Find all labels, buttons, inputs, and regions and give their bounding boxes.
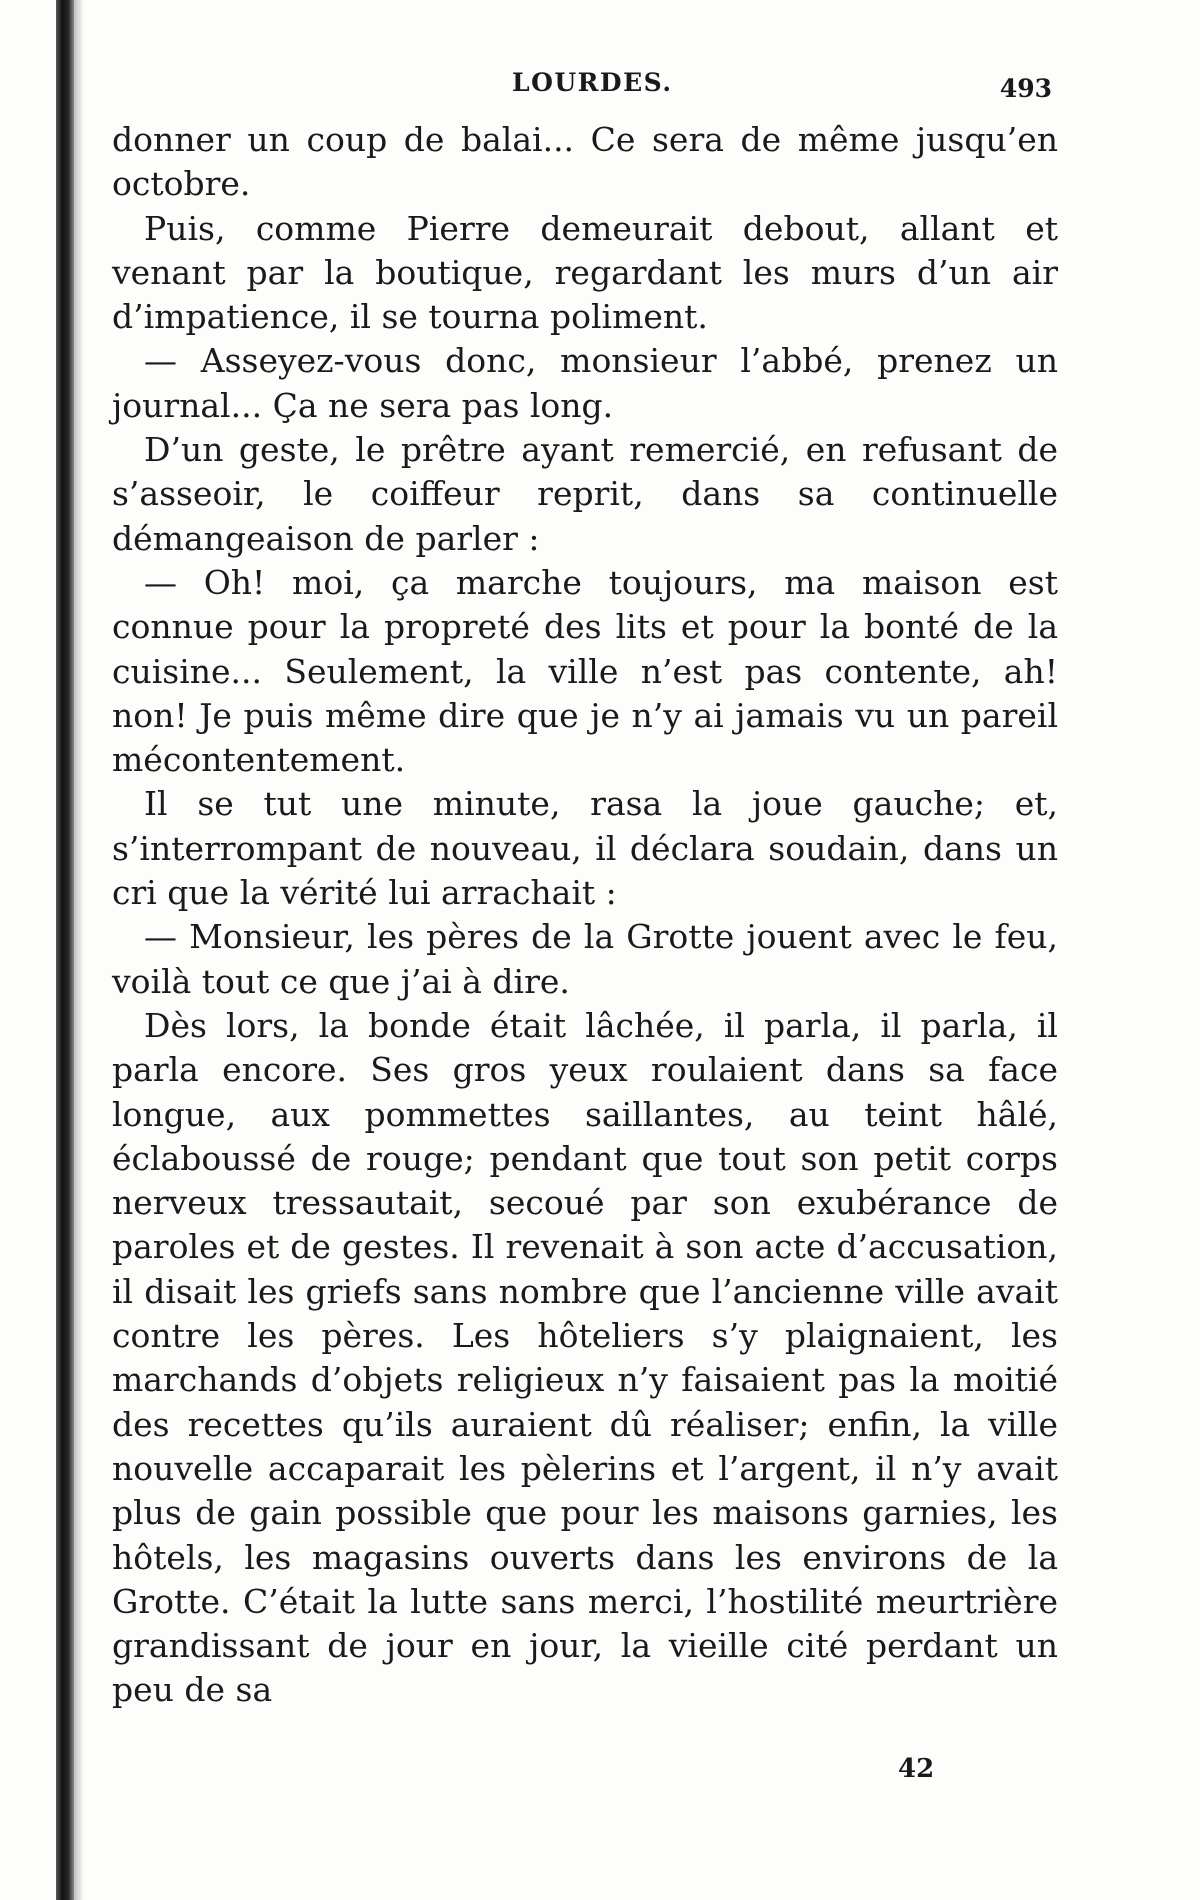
page-number: 493: [999, 74, 1052, 103]
paragraph: D’un geste, le prêtre ayant remercié, en refusant de s’asseoir, le coiffeur reprit, dans sa continuelle démangeaison de parler :: [112, 430, 1058, 558]
signature-mark: 42: [898, 1754, 935, 1784]
book-binding-edge: [56, 0, 74, 1900]
binding-shadow: [74, 0, 84, 1900]
dialogue-paragraph: — Monsieur, les pères de la Grotte jouent avec le feu, voilà tout ce que j’ai à dire.: [112, 917, 1058, 1001]
running-title: LOURDES.: [512, 68, 673, 97]
paragraph: Dès lors, la bonde était lâchée, il parla, il parla, il parla encore. Ses gros yeux roulaient dans sa face longue, aux pommettes saillantes, au teint hâlé, éclaboussé de rouge; pendant que tout son petit corps nerveux tressautait, secoué par son exubérance de paroles et de gestes. Il revenait à son acte d’accusation, il disait les griefs sans nombre que l’ancienne ville avait contre les pères. Les hôteliers s’y plaignaient, les marchands d’objets religieux n’y faisaient pas la moitié des recettes qu’ils auraient dû réaliser; enfin, la ville nouvelle accaparait les pèlerins et l’argent, il n’y avait plus de gain possible que pour les maisons garnies, les hôtels, les magasins ouverts dans les environs de la Grotte. C’était la lutte sans merci, l’hostilité meurtrière grandissant de jour en jour, la vieille cité perdant un peu de sa: [112, 1005, 1058, 1710]
paragraph: Puis, comme Pierre demeurait debout, allant et venant par la boutique, regardant les murs d’un air d’impatience, il se tourna poliment.: [112, 208, 1058, 337]
paragraph: Il se tut une minute, rasa la joue gauche; et, s’interrompant de nouveau, il déclara soudain, dans un cri que la vérité lui arrachait :: [112, 784, 1058, 913]
running-head: [112, 68, 1052, 102]
paragraph: donner un coup de balai... Ce sera de même jusqu’en octobre.: [112, 120, 1058, 204]
dialogue-paragraph: — Oh! moi, ça marche toujours, ma maison est connue pour la propreté des lits et pour la bonté de la cuisine... Seulement, la ville n’est pas contente, ah! non! Je puis même dire que je n’y ai jamais vu un pareil mécontentement.: [112, 562, 1058, 780]
dialogue-paragraph: — Asseyez-vous donc, monsieur l’abbé, prenez un journal... Ça ne sera pas long.: [112, 341, 1058, 425]
body-text: [112, 118, 1058, 1713]
